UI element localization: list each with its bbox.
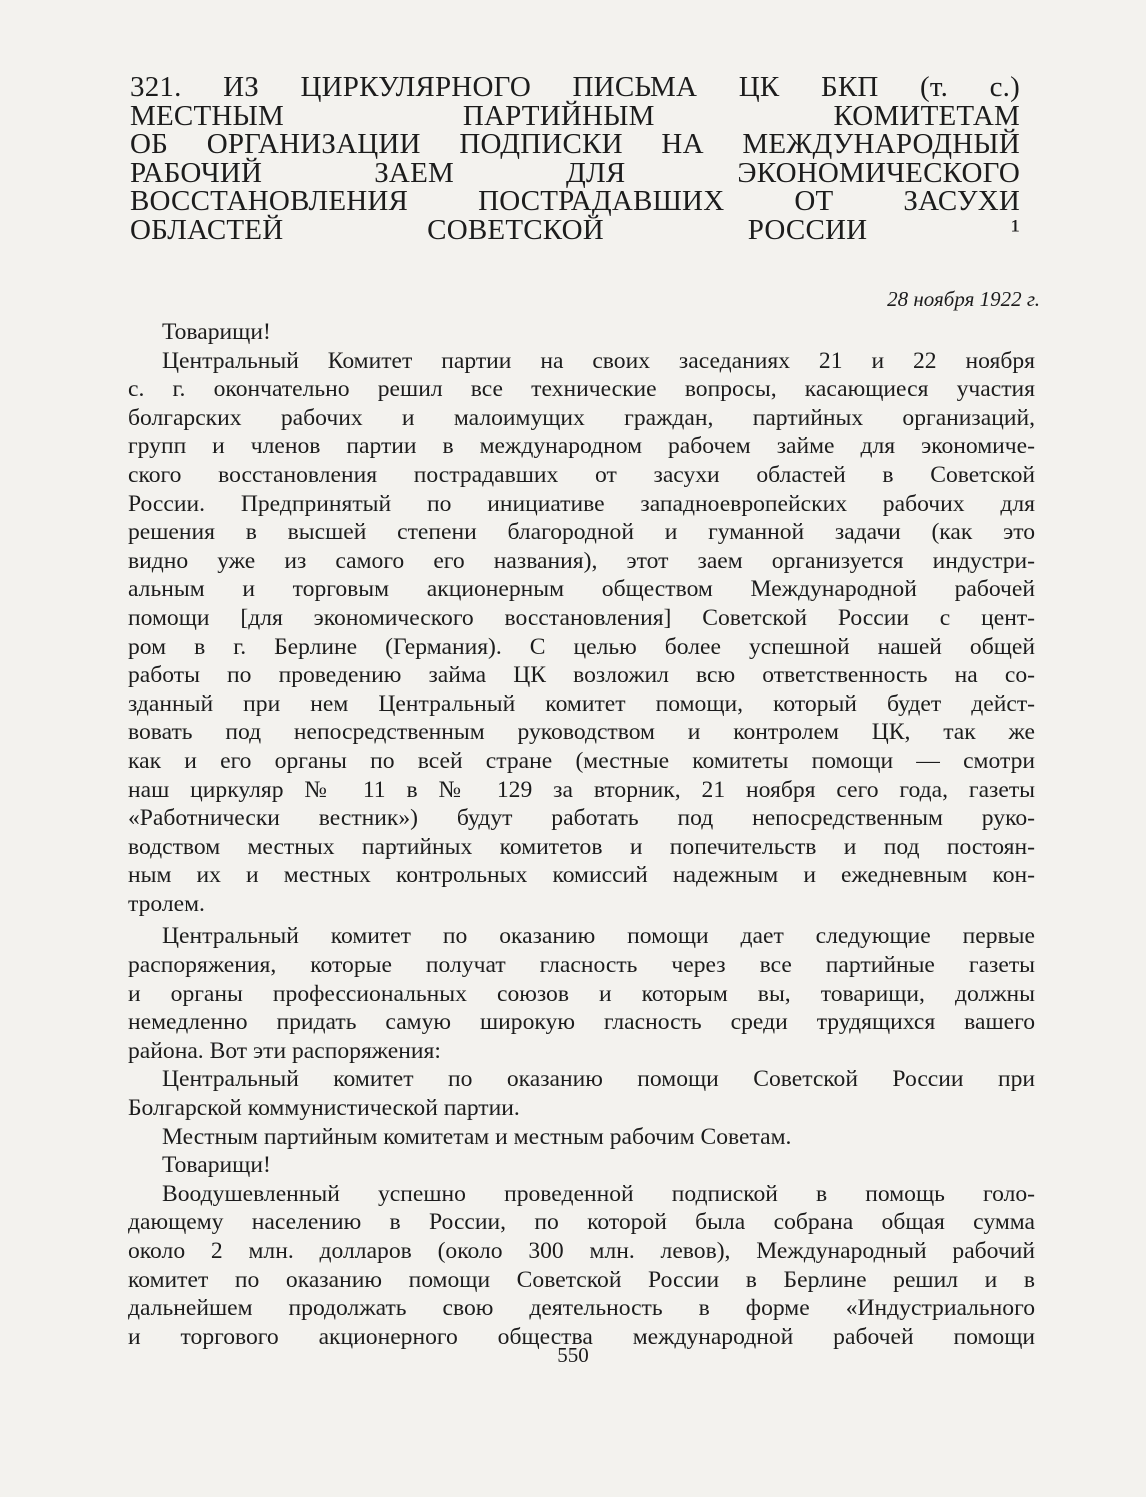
text-line: распоряжения, которые получат гласность через все партийные газеты	[128, 952, 1035, 979]
text-line: помощи [для экономического восстановления] Советской России с цент-	[128, 604, 1035, 631]
text-line: района. Вот эти распоряжения:	[128, 1037, 441, 1064]
text-line: Товарищи!	[162, 319, 271, 345]
text-line: «Работнически вестник») будут работать под непосредственным руко-	[128, 805, 1035, 832]
text-line: тролем.	[128, 890, 205, 917]
text-line: болгарских рабочих и малоимущих граждан, партийных организаций,	[128, 404, 1035, 431]
text-line: зданный при нем Центральный комитет помощи, который будет дейст-	[128, 690, 1035, 717]
text-line: Болгарской коммунистической партии.	[128, 1095, 520, 1122]
document-title	[130, 70, 1020, 246]
text-line: и органы профессиональных союзов и которым вы, товарищи, должны	[128, 980, 1035, 1007]
text-line: как и его органы по всей стране (местные комитеты помощи — смотри	[128, 747, 1035, 774]
text-line: с. г. окончательно решил все технические вопросы, касающиеся участия	[128, 376, 1035, 403]
text-line: около 2 млн. долларов (около 300 млн. левов), Международный рабочий	[128, 1238, 1035, 1264]
text-line: вовать под непосредственным руководством и контролем ЦК, так же	[128, 719, 1035, 746]
document-date: 28 ноября 1922 г.	[887, 287, 1040, 311]
text-line: России. Предпринятый по инициативе западноевропейских рабочих для	[128, 490, 1035, 517]
text-line: ным их и местных контрольных комиссий надежным и ежедневным кон-	[128, 862, 1035, 889]
title-line: ВОССТАНОВЛЕНИЯ ПОСТРАДАВШИХ ОТ ЗАСУХИ	[130, 185, 1020, 218]
text-line: Местным партийным комитетам и местным рабочим Советам.	[162, 1123, 792, 1150]
text-line: комитет по оказанию помощи Советской России в Берлине решил и в	[128, 1266, 1035, 1293]
title-line: ОБЛАСТЕЙ СОВЕТСКОЙ РОССИИ ¹	[130, 213, 1020, 246]
text-line: наш циркуляр № 11 в № 129 за вторник, 21 ноября сего года, газеты	[128, 776, 1035, 803]
text-line: ского восстановления пострадавших от засухи областей в Советской	[128, 461, 1035, 488]
title-line: МЕСТНЫМ ПАРТИЙНЫМ КОМИТЕТАМ	[130, 99, 1020, 132]
document-body	[128, 318, 1035, 1351]
page-number: 550	[557, 1343, 589, 1367]
text-line: ром в г. Берлине (Германия). С целью более успешной нашей общей	[128, 633, 1035, 660]
text-line: групп и членов партии в международном рабочем займе для экономиче-	[128, 433, 1035, 460]
text-line: решения в высшей степени благородной и гуманной задачи (как это	[128, 519, 1035, 546]
text-line: Центральный комитет по оказанию помощи Советской России при	[162, 1066, 1035, 1093]
title-line: 321. ИЗ ЦИРКУЛЯРНОГО ПИСЬМА ЦК БКП (т. с.)	[130, 71, 1020, 103]
text-line: дальнейшем продолжать свою деятельность в форме «Индустриального	[128, 1295, 1035, 1322]
text-line: видно уже из самого его названия), этот заем организуется индустри-	[128, 547, 1035, 574]
text-line: Воодушевленный успешно проведенной подпиской в помощь голо-	[162, 1180, 1035, 1207]
text-line: работы по проведению займа ЦК возложил всю ответственность на со-	[128, 662, 1035, 689]
text-line: немедленно придать самую широкую гласность среди трудящихся вашего	[128, 1009, 1035, 1036]
text-line: и торгового акционерного общества международной рабочей помощи	[128, 1323, 1035, 1350]
title-line: ОБ ОРГАНИЗАЦИИ ПОДПИСКИ НА МЕЖДУНАРОДНЫЙ	[130, 128, 1020, 161]
text-line: альным и торговым акционерным обществом Международной рабочей	[128, 576, 1035, 603]
text-line: Центральный Комитет партии на своих заседаниях 21 и 22 ноября	[162, 347, 1035, 374]
title-line: РАБОЧИЙ ЗАЕМ ДЛЯ ЭКОНОМИЧЕСКОГО	[130, 156, 1020, 189]
text-line: дающему населению в России, по которой была собрана общая сумма	[128, 1209, 1035, 1236]
text-line: Товарищи!	[162, 1152, 271, 1179]
text-line: Центральный комитет по оказанию помощи дает следующие первые	[162, 923, 1035, 950]
text-line: водством местных партийных комитетов и попечительств и под постоян-	[128, 833, 1035, 860]
